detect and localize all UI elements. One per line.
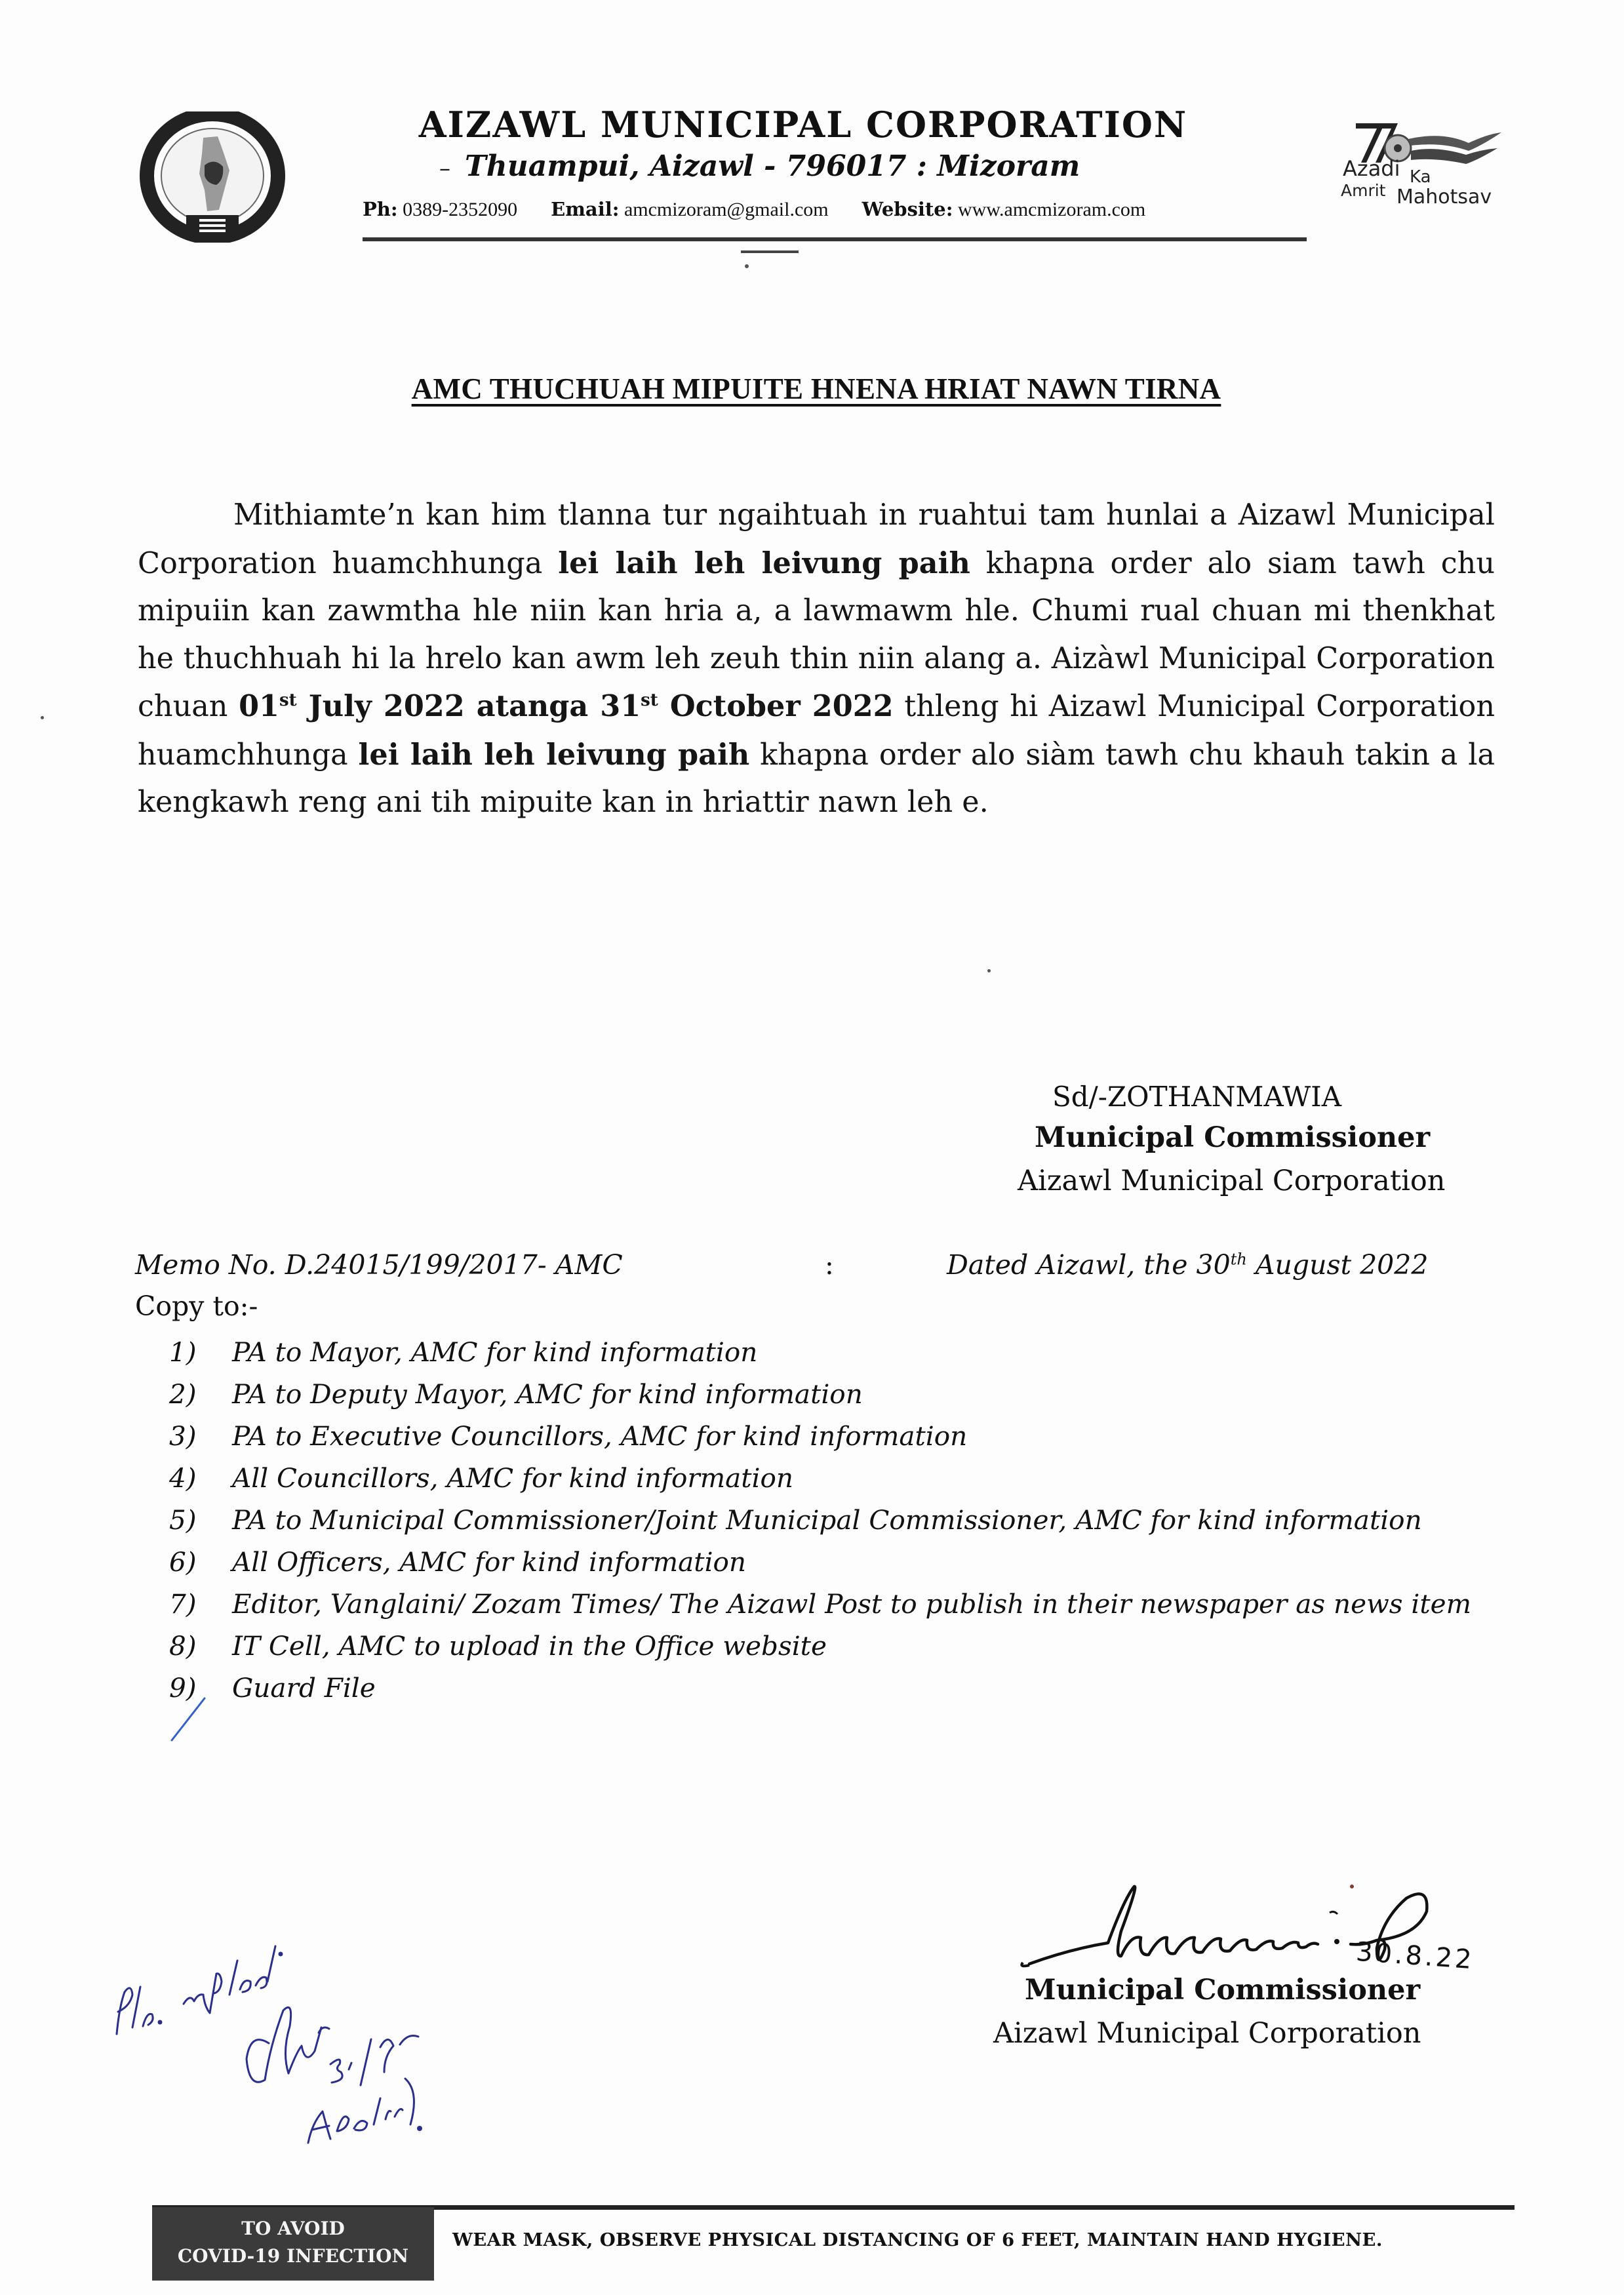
organization-address bbox=[439, 150, 1193, 183]
organization-name: AIZAWL MUNICIPAL CORPORATION bbox=[418, 104, 1188, 146]
emphasized-text: 01 bbox=[239, 689, 280, 723]
memo-number: Memo No. D.24015/199/2017- AMC bbox=[135, 1249, 623, 1281]
item-text: IT Cell, AMC to upload in the Office website bbox=[232, 1630, 827, 1662]
body-text: khapna order alo siam tawh chu mipuiin kan zawmtha hle niin kan hria a, a lawmawm hle. Chumi rual chuan mi thenkhat he thuchhuah hi la hrelo kan awm leh zeuh thin niin alang a. Aizàwl Municipal Corporation chuan bbox=[138, 546, 1495, 723]
copy-to-item bbox=[169, 1625, 1494, 1667]
scan-speck bbox=[745, 264, 749, 268]
document-title: AMC THUCHUAH MIPUITE HNENA HRIAT NAWN TIRNA bbox=[411, 372, 1221, 405]
copy-to-list bbox=[169, 1331, 1494, 1709]
copy-to-item bbox=[169, 1457, 1494, 1499]
item-number: 6) bbox=[169, 1546, 197, 1578]
website-label: Website: bbox=[862, 198, 953, 220]
item-number: 5) bbox=[169, 1504, 197, 1536]
emphasized-text: lei laih leh leivung paih bbox=[358, 737, 750, 772]
phone-number: 0389-2352090 bbox=[403, 199, 518, 220]
body-text: khapna order alo siàm tawh chu khauh takin a la kengkawh reng ani tih mipuite kan in hriattir nawn leh e. bbox=[138, 738, 1495, 819]
copy-to-item bbox=[169, 1667, 1494, 1709]
scan-speck bbox=[987, 969, 991, 972]
emphasized-text: July 2022 atanga 31 bbox=[296, 689, 641, 723]
item-text: PA to Municipal Commissioner/Joint Municipal Commissioner, AMC for kind information bbox=[232, 1504, 1422, 1536]
handwritten-signature-icon bbox=[1010, 1872, 1574, 1987]
memo-date bbox=[947, 1249, 1428, 1281]
email-address: amcmizoram@gmail.com bbox=[624, 199, 829, 220]
azadi-logo-text-azadi: Azadi bbox=[1343, 156, 1400, 181]
contact-line bbox=[363, 198, 1320, 221]
copy-to-item bbox=[169, 1373, 1494, 1415]
item-number: 3) bbox=[169, 1420, 197, 1452]
body-paragraph bbox=[138, 492, 1495, 827]
memo-separator: : bbox=[825, 1249, 834, 1281]
covid-box-line2: COVID-19 INFECTION bbox=[177, 2245, 409, 2267]
ordinal-suffix: st bbox=[641, 690, 658, 711]
letterhead-sub-divider bbox=[741, 250, 799, 253]
azadi-logo-text-mahotsav: Mahotsav bbox=[1396, 186, 1492, 209]
item-number: 4) bbox=[169, 1462, 197, 1494]
covid-guidelines-message: WEAR MASK, OBSERVE PHYSICAL DISTANCING OF 6 FEET, MAINTAIN HAND HYGIENE. bbox=[452, 2229, 1383, 2250]
item-number: 2) bbox=[169, 1378, 197, 1410]
item-text: All Officers, AMC for kind information bbox=[232, 1546, 746, 1578]
item-number: 1) bbox=[169, 1336, 197, 1368]
municipal-seal-icon bbox=[139, 111, 287, 243]
memo-date-ordinal: th bbox=[1230, 1250, 1247, 1269]
website-address: www.amcmizoram.com bbox=[957, 199, 1146, 220]
copy-to-label: Copy to:- bbox=[135, 1290, 258, 1322]
copy-to-item bbox=[169, 1499, 1494, 1541]
item-number: 8) bbox=[169, 1630, 197, 1662]
ordinal-suffix: st bbox=[279, 690, 297, 711]
address-text: Thuampui, Aizawl - 796017 : Mizoram bbox=[465, 150, 1080, 183]
copy-to-item bbox=[169, 1541, 1494, 1583]
letterhead-divider bbox=[363, 237, 1307, 241]
copy-to-item bbox=[169, 1331, 1494, 1373]
item-text: PA to Executive Councillors, AMC for kind information bbox=[232, 1420, 968, 1452]
body-text: thleng hi Aizawl Municipal Corporation huamchhunga bbox=[138, 690, 1495, 772]
copy-to-item bbox=[169, 1415, 1494, 1457]
signatory-organization-2: Aizawl Municipal Corporation bbox=[993, 2017, 1421, 2050]
signature-date: 30.8.22 bbox=[1355, 1936, 1476, 1976]
item-text: PA to Mayor, AMC for kind information bbox=[232, 1336, 758, 1368]
signatory-name: Sd/-ZOTHANMAWIA bbox=[1052, 1081, 1342, 1113]
item-text: Guard File bbox=[232, 1672, 376, 1704]
handwritten-note-icon bbox=[92, 1934, 485, 2151]
item-text: Editor, Vanglaini/ Zozam Times/ The Aizawl Post to publish in their newspaper as news item bbox=[232, 1588, 1472, 1620]
emphasized-text: October 2022 bbox=[658, 689, 894, 723]
address-dash: – bbox=[439, 155, 450, 182]
email-label: Email: bbox=[551, 198, 620, 220]
item-number: 9) bbox=[169, 1672, 197, 1704]
body-text: Mithiamte’n kan him tlanna tur ngaihtuah in ruahtui tam hunlai a Aizawl Municipal Corporation huamchhunga bbox=[138, 498, 1495, 580]
signatory-designation: Municipal Commissioner bbox=[1035, 1121, 1431, 1154]
azadi-logo-text-amrit: Amrit bbox=[1341, 181, 1386, 200]
scan-speck bbox=[41, 716, 44, 719]
azadi-logo-text-ka: Ka bbox=[1410, 167, 1431, 187]
phone-label: Ph: bbox=[363, 198, 398, 220]
item-number: 7) bbox=[169, 1588, 197, 1620]
item-text: PA to Deputy Mayor, AMC for kind information bbox=[232, 1378, 863, 1410]
memo-date-prefix: Dated Aizawl, the 30 bbox=[947, 1249, 1231, 1281]
signatory-designation-2: Municipal Commissioner bbox=[1025, 1974, 1421, 2006]
item-text: All Councillors, AMC for kind information bbox=[232, 1462, 793, 1494]
copy-to-item bbox=[169, 1583, 1494, 1625]
pen-tick-mark-icon bbox=[169, 1696, 207, 1743]
memo-date-suffix: August 2022 bbox=[1246, 1249, 1429, 1281]
covid-box-line1: TO AVOID bbox=[241, 2218, 345, 2239]
emphasized-text: lei laih leh leivung paih bbox=[558, 546, 970, 580]
covid-warning-box bbox=[152, 2207, 434, 2281]
signatory-organization: Aizawl Municipal Corporation bbox=[1018, 1165, 1446, 1197]
